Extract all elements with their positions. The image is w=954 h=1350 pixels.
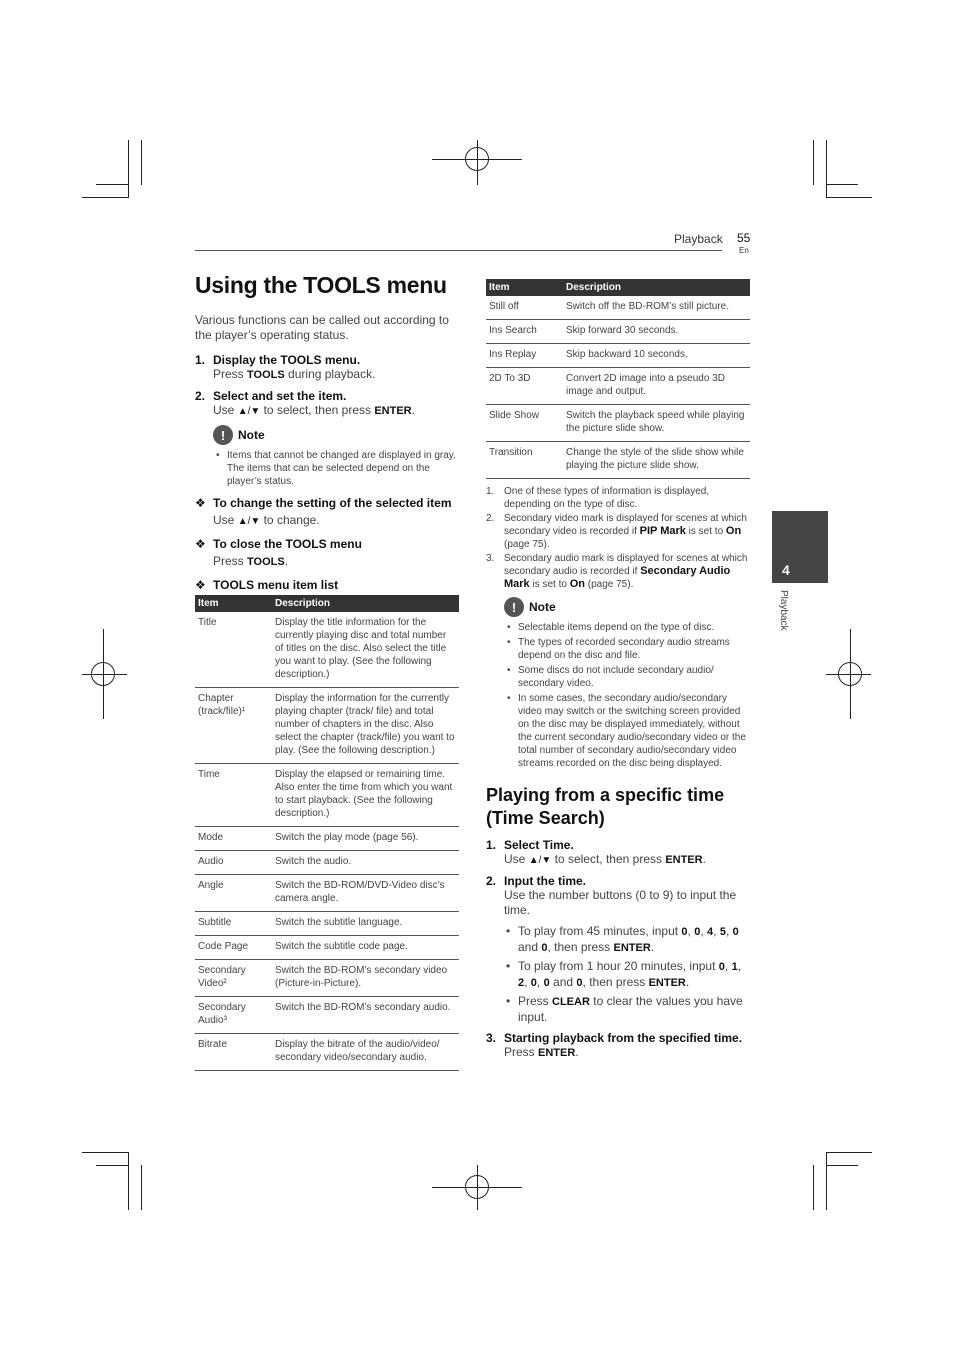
crop-mark [96, 184, 128, 185]
tools-key-label: TOOLS [280, 353, 322, 367]
table-cell-description: Skip backward 10 seconds. [563, 344, 750, 368]
intro-text: Various functions can be called out according to the player’s operating status. [195, 313, 449, 342]
table-row [486, 368, 750, 405]
subheading-item-list [195, 578, 459, 592]
table-cell-description: Switch the playback speed while playing the picture slide show. [563, 405, 750, 442]
header-rule [195, 250, 722, 251]
step-desc: Use [213, 403, 238, 417]
subheading-text: To change the setting of the selected item [213, 496, 452, 510]
registration-mark [465, 147, 489, 171]
up-down-arrow-icon: ▲/▼ [237, 406, 261, 417]
step-desc: Press [213, 367, 248, 381]
step-number: 2. [486, 874, 497, 888]
language-code: En [739, 246, 749, 255]
step-number: 2. [195, 389, 206, 403]
note-item: • Some discs do not include secondary audio/ secondary video. [504, 664, 750, 690]
table-row [195, 960, 459, 997]
subheading-change-setting [195, 496, 459, 510]
subheading-close-menu [195, 537, 459, 551]
crop-mark [813, 140, 814, 185]
desc-text-end: . [284, 554, 289, 568]
subheading-desc [195, 513, 459, 529]
table-row [486, 442, 750, 479]
table-row [486, 320, 750, 344]
step-desc-end: during playback. [284, 367, 376, 381]
table-cell-description: Display the elapsed or remaining time. Also enter the time from which you want to start playback. (See the following description.) [272, 764, 459, 827]
crop-mark [141, 140, 142, 185]
table-header-item: Item [195, 595, 272, 612]
chapter-tab-number: 4 [782, 562, 790, 578]
step-desc-mid: to select, then press [260, 403, 375, 417]
registration-mark [91, 662, 115, 686]
table-header-description: Description [563, 279, 750, 296]
example-item-45min: • To play from 45 minutes, input 0, 0, 4, 5, 0 and 0, then press ENTER. [504, 924, 750, 956]
table-row [195, 1034, 459, 1071]
table-cell-description: Switch the subtitle code page. [272, 936, 459, 960]
subheading-desc [195, 554, 459, 570]
step-number: 1. [486, 838, 497, 852]
note-item: • Selectable items depend on the type of disc. [504, 621, 750, 634]
crop-mark [82, 197, 128, 198]
note-label: Note [238, 428, 265, 442]
table-row [195, 688, 459, 764]
page-number: 55 [737, 231, 751, 245]
tools-menu-table-continued [486, 279, 750, 479]
tools-menu-table [195, 595, 459, 1071]
step-title: Starting playback from the specified time. [504, 1031, 743, 1045]
example-item-clear: • Press CLEAR to clear the values you have input. [504, 994, 750, 1025]
note-item: • Items that cannot be changed are displayed in gray. The items that can be selected depend on the player’s status. [213, 449, 459, 488]
subheading-text: TOOLS menu item list [213, 578, 339, 592]
step-2 [486, 874, 750, 918]
enter-key: ENTER [538, 1047, 576, 1059]
table-row [486, 296, 750, 320]
table-cell-description: Display the title information for the currently playing disc and total number of titles on the disc. Also select the title you want to play. (See the following description.) [272, 612, 459, 688]
table-cell-description: Change the style of the slide show while playing the picture slide show. [563, 442, 750, 479]
table-cell-item: Slide Show [486, 405, 563, 442]
up-down-arrow-icon: ▲/▼ [237, 516, 261, 527]
note-heading [213, 425, 459, 445]
table-cell-description: Switch the audio. [272, 851, 459, 875]
step-title: Input the time. [504, 874, 586, 888]
desc-text: Use [213, 513, 238, 527]
example-list [486, 924, 750, 1025]
table-cell-description: Switch the BD-ROM/DVD-Video disc’s camera angle. [272, 875, 459, 912]
step-number: 1. [195, 353, 206, 367]
step-desc: Press [504, 1045, 539, 1059]
crop-mark [826, 1152, 827, 1210]
tools-key: TOOLS [247, 556, 285, 568]
table-row [195, 912, 459, 936]
step-2 [195, 389, 459, 419]
exclamation-icon: ! [504, 597, 524, 617]
note-label: Note [529, 600, 556, 614]
desc-text-end: to change. [260, 513, 320, 527]
diamond-bullet-icon: ❖ [195, 496, 206, 510]
step-title-end: menu. [321, 353, 361, 367]
desc-text: Press [213, 554, 248, 568]
step-title: Select and set the item. [213, 389, 347, 403]
table-cell-item: Audio [195, 851, 272, 875]
step-3 [486, 1031, 750, 1061]
tools-key: TOOLS [247, 369, 285, 381]
crop-mark [128, 1152, 129, 1210]
table-cell-item: Ins Replay [486, 344, 563, 368]
running-header: Playback [674, 232, 723, 246]
table-row [486, 344, 750, 368]
table-row [195, 875, 459, 912]
registration-mark [465, 1175, 489, 1199]
right-column [486, 279, 750, 1067]
crop-mark [82, 1152, 128, 1153]
step-desc: Use [504, 852, 529, 866]
step-number: 3. [486, 1031, 497, 1045]
example-item-1h20: • To play from 1 hour 20 minutes, input 0, 1, 2, 0, 0 and 0, then press ENTER. [504, 959, 750, 991]
table-header-description: Description [272, 595, 459, 612]
table-cell-description: Switch the BD-ROM’s secondary video (Picture-in-Picture). [272, 960, 459, 997]
step-desc-mid: to select, then press [551, 852, 666, 866]
footnote-list [486, 485, 750, 591]
left-column [195, 272, 459, 1071]
crop-mark [826, 140, 827, 198]
section-title-time-search: Playing from a specific time (Time Search) [486, 785, 725, 828]
table-cell-description: Switch off the BD-ROM’s still picture. [563, 296, 750, 320]
step-1 [486, 838, 750, 868]
crop-mark [826, 1165, 858, 1166]
table-cell-item: Subtitle [195, 912, 272, 936]
crop-mark [826, 184, 858, 185]
table-cell-description: Convert 2D image into a pseudo 3D image and output. [563, 368, 750, 405]
step-title: Select Time. [504, 838, 574, 852]
exclamation-icon: ! [213, 425, 233, 445]
step-desc-end: . [702, 852, 706, 866]
table-cell-item: Secondary Audio³ [195, 997, 272, 1034]
step-desc-end: . [411, 403, 415, 417]
footnote-item: 2. Secondary video mark is displayed for scenes at which secondary video is recorded if PIP Mark is set to On (page 75). [486, 513, 747, 550]
table-cell-item: Secondary Video² [195, 960, 272, 997]
table-cell-item: Mode [195, 827, 272, 851]
table-cell-description: Skip forward 30 seconds. [563, 320, 750, 344]
step-title: Display the [213, 353, 281, 367]
subheading-text: To close the TOOLS menu [213, 537, 362, 551]
step-1 [195, 353, 459, 383]
table-row [195, 851, 459, 875]
table-cell-item: Transition [486, 442, 563, 479]
crop-mark [141, 1165, 142, 1210]
crop-mark [826, 197, 872, 198]
up-down-arrow-icon: ▲/▼ [528, 855, 552, 866]
note-item: • In some cases, the secondary audio/secondary video may switch or the switching screen provided on the disc may be displayed immediately, without the current secondary audio/secondary video or the total number of secondary audio/secondary video streams recorded on the disc being displayed. [504, 692, 750, 770]
table-cell-description: Switch the BD-ROM’s secondary audio. [272, 997, 459, 1034]
table-cell-item: Ins Search [486, 320, 563, 344]
chapter-tab-label: Playback [778, 590, 789, 631]
note-list [213, 449, 459, 488]
table-row [195, 612, 459, 688]
note-heading [504, 597, 750, 617]
table-cell-item: Title [195, 612, 272, 688]
diamond-bullet-icon: ❖ [195, 578, 206, 592]
table-cell-item: Bitrate [195, 1034, 272, 1071]
registration-mark [838, 662, 862, 686]
table-row [195, 936, 459, 960]
step-desc-end: . [575, 1045, 579, 1059]
step-desc: Use the number buttons (0 to 9) to input the time. [504, 888, 737, 917]
table-cell-item: 2D To 3D [486, 368, 563, 405]
enter-key: ENTER [374, 405, 412, 417]
table-cell-item: Angle [195, 875, 272, 912]
table-header-item: Item [486, 279, 563, 296]
page-title: Using the TOOLS menu [195, 272, 447, 298]
crop-mark [96, 1165, 128, 1166]
table-cell-description: Display the bitrate of the audio/video/ secondary video/secondary audio. [272, 1034, 459, 1071]
table-row [195, 827, 459, 851]
enter-key: ENTER [665, 854, 703, 866]
footnote-item: 3. Secondary audio mark is displayed for scenes at which secondary audio is recorded if Secondary Audio Mark is set to On (page 75). [486, 553, 748, 590]
note-item: • The types of recorded secondary audio streams depend on the disc and file. [504, 636, 750, 662]
table-row [195, 764, 459, 827]
table-cell-description: Switch the play mode (page 56). [272, 827, 459, 851]
chapter-tab [772, 511, 828, 583]
note-list [504, 621, 750, 770]
crop-mark [826, 1152, 872, 1153]
crop-mark [128, 140, 129, 198]
table-cell-description: Switch the subtitle language. [272, 912, 459, 936]
footnote-item: 1. One of these types of information is displayed, depending on the type of disc. [486, 486, 710, 510]
diamond-bullet-icon: ❖ [195, 537, 206, 551]
table-cell-item: Time [195, 764, 272, 827]
table-cell-item: Code Page [195, 936, 272, 960]
table-cell-item: Still off [486, 296, 563, 320]
crop-mark [813, 1165, 814, 1210]
table-cell-item: Chapter (track/file)¹ [195, 688, 272, 764]
table-cell-description: Display the information for the currently playing chapter (track/ file) and total number of chapters in the disc. Also select the chapter (track/file) you want to play. (See the following description.) [272, 688, 459, 764]
table-row [195, 997, 459, 1034]
table-row [486, 405, 750, 442]
